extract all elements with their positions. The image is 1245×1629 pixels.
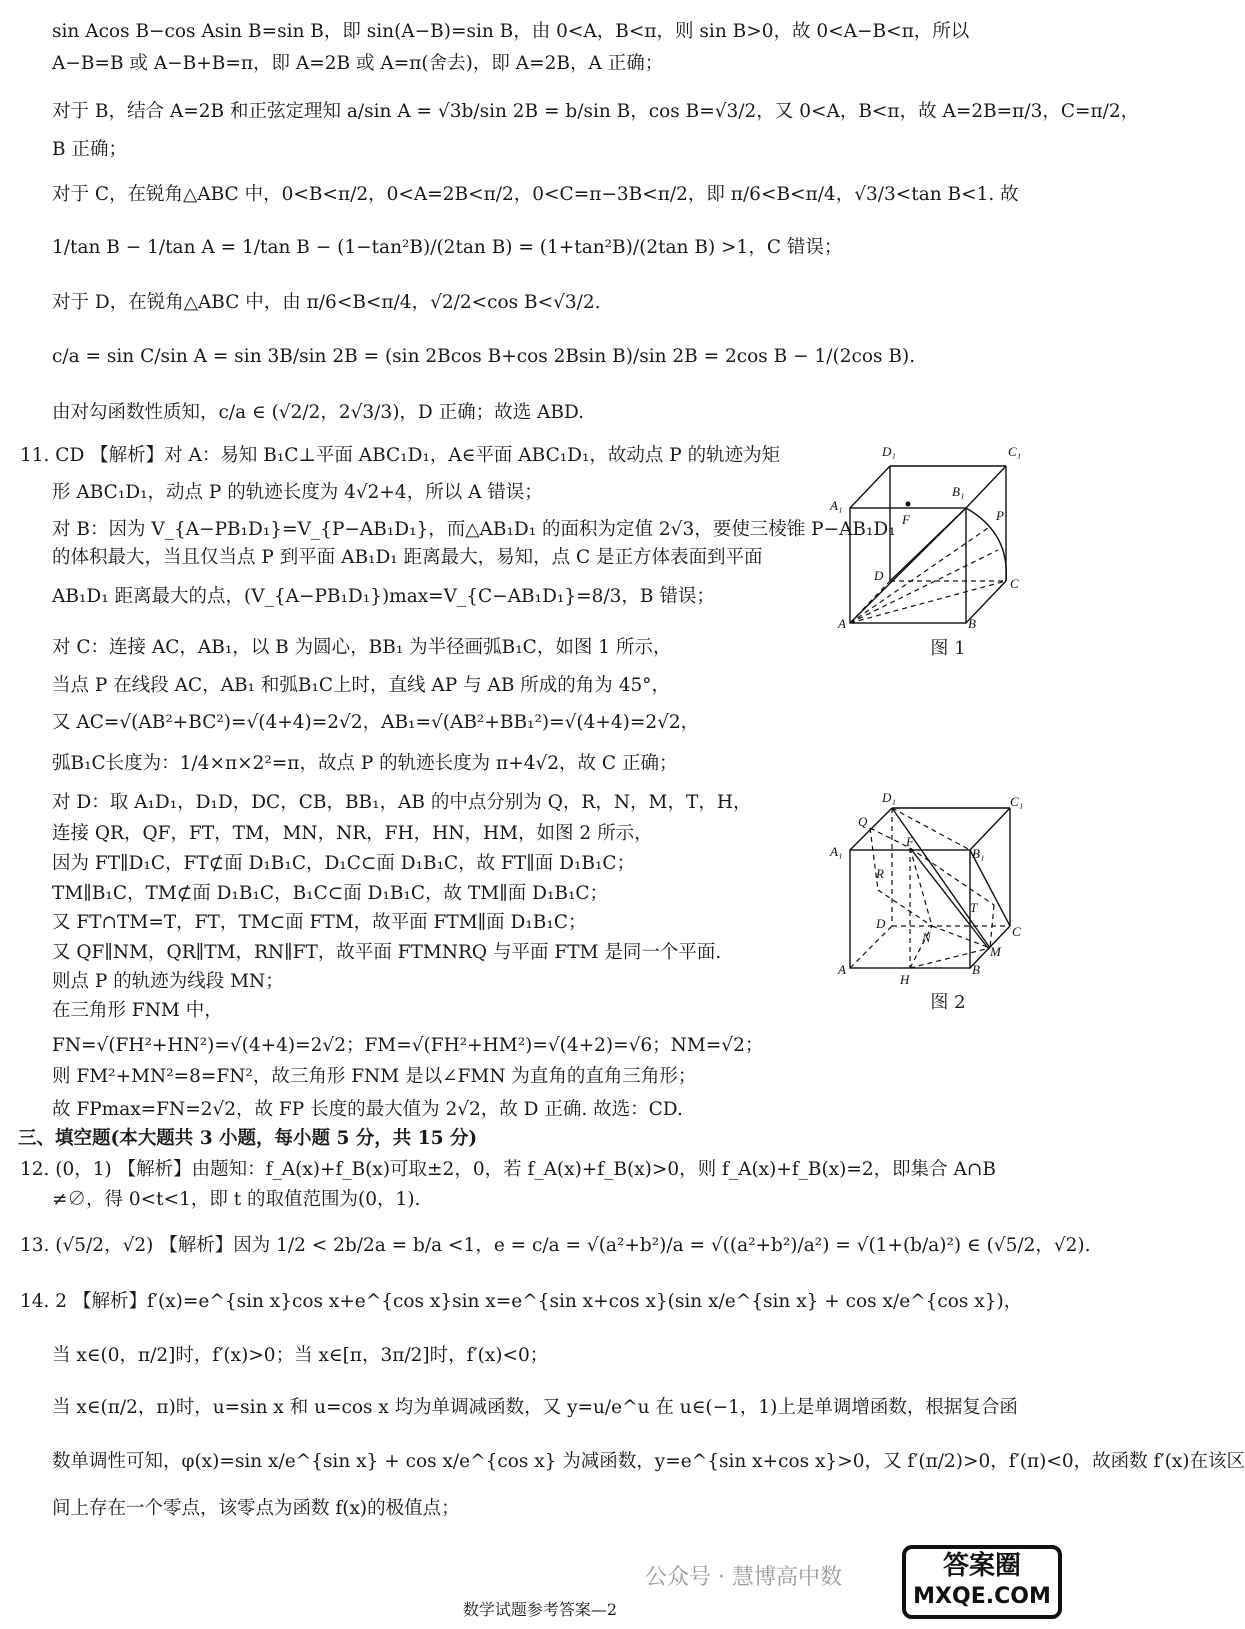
text-line: c/a = sin C/sin A = sin 3B/sin 2B = (sin 2Bcos B+cos 2Bsin B)/sin 2B = 2cos B − 1/(2cos B). [52,346,916,367]
label-C1: C₁ [1008,444,1022,459]
question-14-line: 14. 2 【解析】f′(x)=e^{sin x}cos x+e^{cos x}sin x=e^{sin x+cos x}(sin x/e^{sin x} + cos x/e^{cos x})， [20,1291,1023,1312]
label-A: A [838,616,846,631]
text-line: ≠∅，得 0<t<1，即 t 的取值范围为(0，1). [52,1189,421,1210]
label-D: D [874,568,884,583]
question-13-line: 13. (√5/2，√2) 【解析】因为 1/2 < 2b/2a = b/a <1，e = c/a = √(a²+b²)/a = √((a²+b²)/a²) = √(1+(b/a)²) ∈ (√5/2，√2). [20,1235,1091,1256]
watermark-account: 公众号 · 慧博高中数 [645,1565,842,1590]
label-C: C [1012,924,1021,939]
text-line: FN=√(FH²+HN²)=√(4+4)=2√2；FM=√(FH²+HM²)=√(4+2)=√6；NM=√2； [52,1035,764,1056]
text-line: B 正确； [52,139,127,160]
text-line: 则 FM²+MN²=8=FN²，故三角形 FNM 是以∠FMN 为直角的直角三角形； [52,1066,697,1087]
label-F: F [902,512,910,527]
question-11-line: 11. CD 【解析】对 A：易知 B₁C⊥平面 ABC₁D₁，A∈平面 ABC₁D₁，故动点 P 的轨迹为矩 [20,445,781,466]
text-line: A−B=B 或 A−B+B=π，即 A=2B 或 A=π(舍去)，即 A=2B，A 正确； [52,53,664,74]
text-line: 对于 D，在锐角△ABC 中，由 π/6<B<π/4，√2/2<cos B<√3/2. [52,292,601,313]
text-line: 对于 C，在锐角△ABC 中，0<B<π/2，0<A=2B<π/2，0<C=π−3B<π/2，即 π/6<B<π/4，√3/3<tan B<1. 故 [52,184,1019,205]
figure-2-drawing [830,790,1058,987]
text-line: 对 B：因为 V_{A−PB₁D₁}=V_{P−AB₁D₁}，而△AB₁D₁ 的面积为定值 2√3，要使三棱锥 P−AB₁D₁ [52,519,896,540]
text-line: 故 FPmax=FN=2√2，故 FP 长度的最大值为 2√2，故 D 正确. 故选：CD. [52,1099,683,1120]
label-C1: C₁ [1010,794,1024,809]
label-T: T [970,900,978,915]
text-line: 因为 FT∥D₁C，FT⊄面 D₁B₁C，D₁C⊂面 D₁B₁C，故 FT∥面 D₁B₁C； [52,853,636,874]
label-P: P [996,508,1004,523]
text-line: 对 C：连接 AC，AB₁，以 B 为圆心，BB₁ 为半径画弧B₁C，如图 1 所示， [52,637,672,658]
label-N: N [922,930,931,945]
text-line: 形 ABC₁D₁，动点 P 的轨迹长度为 4√2+4，所以 A 错误； [52,482,543,503]
figure-2-cube [830,790,1058,1015]
text-line: 则点 P 的轨迹为线段 MN； [52,971,284,992]
label-B1: B₁ [952,484,965,499]
watermark-logo-bottom: MXQE.COM [913,1584,1051,1609]
text-line: TM∥B₁C，TM⊄面 D₁B₁C，B₁C⊂面 D₁B₁C，故 TM∥面 D₁B₁C； [52,883,609,904]
text-line: 当点 P 在线段 AC，AB₁ 和弧B₁C上时，直线 AP 与 AB 所成的角为 45°， [52,675,670,696]
text-line: 对于 B，结合 A=2B 和正弦定理知 a/sin A = √3b/sin 2B = b/sin B，cos B=√3/2，又 0<A，B<π，故 A=2B=π/3，C=π/2， [52,101,1140,122]
label-R: R [876,866,884,881]
text-line: 连接 QR，QF，FT，TM，MN，NR，FH，HN，HM，如图 2 所示， [52,823,653,844]
figure-1-cube [830,438,1058,663]
label-Q: Q [858,814,868,829]
figure-2-caption: 图 2 [930,992,966,1013]
label-D1: D₁ [882,790,896,805]
figure-1-caption: 图 1 [930,638,966,659]
label-A1: A₁ [830,844,843,859]
text-line: 间上存在一个零点，该零点为函数 f(x)的极值点； [52,1498,460,1519]
section-heading: 三、填空题(本大题共 3 小题，每小题 5 分，共 15 分) [18,1128,478,1149]
text-line: 当 x∈(π/2，π)时，u=sin x 和 u=cos x 均为单调减函数，又 y=u/e^u 在 u∈(−1，1)上是单调增函数，根据复合函 [52,1397,1018,1418]
text-line: 在三角形 FNM 中， [52,1000,223,1021]
watermark-logo-top: 答案圈 [942,1551,1021,1581]
text-line: AB₁D₁ 距离最大的点，(V_{A−PB₁D₁})max=V_{C−AB₁D₁}=8/3，B 错误； [52,586,715,607]
figure-1-drawing [830,438,1058,631]
label-F: F [906,834,914,849]
label-D1: D₁ [882,444,896,459]
text-line: 又 FT∩TM=T，FT，TM⊂面 FTM，故平面 FTM∥面 D₁B₁C； [52,912,587,933]
text-line: 对 D：取 A₁D₁，D₁D，DC，CB，BB₁，AB 的中点分别为 Q，R，N，M，T，H， [52,792,752,813]
text-line: sin Acos B−cos Asin B=sin B，即 sin(A−B)=sin B，由 0<A，B<π，则 sin B>0，故 0<A−B<π，所以 [52,21,970,42]
label-B1: B₁ [972,846,985,861]
text-line: 又 QF∥NM，QR∥TM，RN∥FT，故平面 FTMNRQ 与平面 FTM 是同一个平面. [52,942,722,963]
question-12-line: 12. (0，1) 【解析】由题知：f_A(x)+f_B(x)可取±2，0，若 f_A(x)+f_B(x)>0，则 f_A(x)+f_B(x)=2，即集合 A∩B [20,1159,997,1180]
text-line: 1/tan B − 1/tan A = 1/tan B − (1−tan²B)/(2tan B) = (1+tan²B)/(2tan B) >1，C 错误； [52,237,843,258]
label-B: B [968,616,976,631]
page-footer: 数学试题参考答案—2 [462,1600,618,1619]
label-A1: A₁ [830,498,843,513]
text-line: 弧B₁C长度为：1/4×π×2²=π，故点 P 的轨迹长度为 π+4√2，故 C 正确； [52,753,678,774]
text-line: 的体积最大，当且仅当点 P 到平面 AB₁D₁ 距离最大，易知，点 C 是正方体表面到平面 [52,547,763,568]
label-H: H [900,972,910,987]
label-D: D [876,916,886,931]
text-line: 数单调性可知，φ(x)=sin x/e^{sin x} + cos x/e^{cos x} 为减函数，y=e^{sin x+cos x}>0，又 f′(π/2)>0，f′(π)<0，故函数 f′(x)在该区 [52,1451,1245,1472]
text-line: 又 AC=√(AB²+BC²)=√(4+4)=2√2，AB₁=√(AB²+BB₁²)=√(4+4)=2√2， [52,712,700,733]
label-C: C [1010,576,1019,591]
label-M: M [990,944,1001,959]
text-line: 由对勾函数性质知，c/a ∈ (√2/2，2√3/3)，D 正确；故选 ABD. [52,402,585,423]
label-B: B [972,962,980,977]
label-A: A [838,962,846,977]
text-line: 当 x∈(0，π/2]时，f′(x)>0；当 x∈[π，3π/2]时，f′(x)<0； [52,1345,549,1366]
